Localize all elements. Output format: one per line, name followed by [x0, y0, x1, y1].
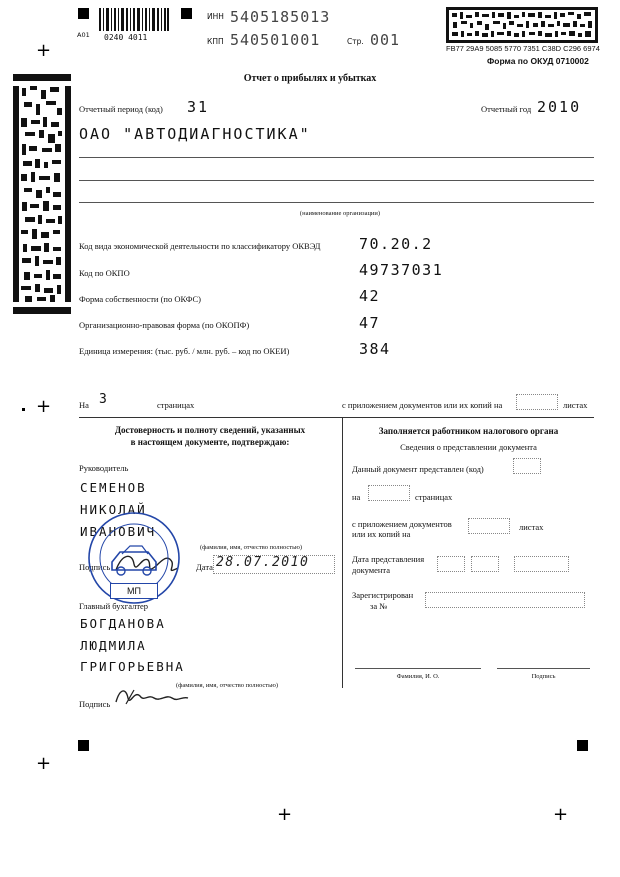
head-fio-caption: (фамилия, имя, отчество полностью): [200, 544, 303, 551]
pages-prefix: На: [79, 400, 89, 410]
form-title: Отчет о прибылях и убытках: [243, 73, 377, 84]
corner-marker: [181, 8, 192, 19]
fio-line: [355, 668, 481, 669]
registration-mark: +: [36, 40, 52, 61]
page-label: Стр.: [347, 37, 364, 46]
reg-line1: Зарегистрирован: [352, 590, 414, 600]
accountant-surname: БОГДАНОВА: [80, 616, 166, 631]
reg-line2: за №: [370, 601, 388, 611]
corner-marker: [78, 8, 89, 19]
okopf-value: 47: [359, 314, 381, 332]
okfs-value: 42: [359, 287, 381, 305]
qr-barcode: [446, 7, 598, 43]
on-label: на: [352, 492, 361, 502]
page-value: 001: [370, 31, 401, 49]
okud-form: Форма по ОКУД 0710002: [487, 56, 589, 66]
sheets-count-box[interactable]: [468, 518, 510, 534]
attach-sheets-box[interactable]: [516, 394, 558, 410]
okopf-label: Организационно-правовая форма (по ОКОПФ): [79, 320, 250, 330]
sign-line: [497, 668, 590, 669]
hash-code: FB77 29A9 5085 5770 7351 C38D C296 6974: [446, 44, 600, 53]
column-divider: [342, 418, 343, 688]
right-fio-caption: Фамилия, И. О.: [396, 673, 440, 680]
okfs-label: Форма собственности (по ОКФС): [79, 294, 202, 304]
date-label: Дата: [196, 562, 213, 572]
confirm-line: Достоверность и полноту сведений, указанных: [114, 425, 306, 435]
head-surname: СЕМЕНОВ: [80, 480, 147, 495]
period-value: 31: [187, 98, 210, 116]
pages-value: 3: [99, 392, 107, 407]
date-line2: документа: [352, 565, 391, 575]
reg-number-box[interactable]: [425, 592, 585, 608]
attach-line1: с приложением документов: [352, 519, 452, 529]
registration-mark: +: [553, 804, 569, 825]
accountant-sign-label: Подпись: [79, 699, 111, 709]
head-sign-label: Подпись: [79, 562, 111, 572]
registration-mark: +: [36, 396, 52, 417]
barcode-number: 0240 4011: [104, 33, 148, 42]
accountant-fio-caption: (фамилия, имя, отчество полностью): [176, 682, 279, 689]
kpp-label: КПП: [207, 37, 224, 46]
org-line: [79, 202, 594, 203]
accountant-signature: [112, 684, 192, 712]
tax-office-subtitle: Сведения о представлении документа: [400, 442, 537, 452]
okei-label: Единица измерения: (тыс. руб. / млн. руб. – код по ОКЕИ): [79, 346, 290, 356]
confirm-text: [79, 424, 341, 448]
tax-office-title: Заполняется работником налогового органа: [378, 426, 559, 436]
sheets-word: листах: [519, 522, 544, 532]
org-line: [79, 157, 594, 158]
okpo-label: Код по ОКПО: [79, 268, 130, 278]
okved-value: 70.20.2: [359, 235, 433, 253]
head-firstname: НИКОЛАЙ: [80, 502, 147, 517]
submit-day-box[interactable]: [437, 556, 465, 572]
submitted-label: Данный документ представлен (код): [352, 464, 484, 474]
year-label: Отчетный год: [481, 104, 532, 114]
pages-suffix: страницах: [157, 400, 195, 410]
registration-mark: +: [277, 804, 293, 825]
confirm-line: в настоящем документе, подтверждаю:: [130, 437, 290, 447]
org-line: [79, 180, 594, 181]
submit-year-box[interactable]: [514, 556, 569, 572]
attach-label: с приложением документов или их копий на: [342, 400, 503, 410]
corner-marker: [577, 740, 588, 751]
top-barcode: [99, 8, 169, 31]
accountant-firstname: ЛЮДМИЛА: [80, 638, 147, 653]
head-label: Руководитель: [79, 463, 129, 473]
dot-mark: [22, 408, 25, 411]
attach-suffix: листах: [563, 400, 588, 410]
pages-word: страницах: [415, 492, 453, 502]
inn-value: 5405185013: [230, 8, 331, 26]
head-patronymic: ИВАНОВИЧ: [80, 524, 157, 539]
org-name: ОАО "АВТОДИАГНОСТИКА": [79, 125, 311, 143]
accountant-label: Главный бухгалтер: [79, 601, 149, 611]
side-barcode: [13, 74, 71, 314]
period-label: Отчетный период (код): [79, 104, 163, 114]
submitted-code-box[interactable]: [513, 458, 541, 474]
okpo-value: 49737031: [359, 261, 444, 279]
okved-label: Код вида экономической деятельности по классификатору ОКВЭД: [79, 241, 321, 251]
registration-mark: +: [36, 753, 52, 774]
section-divider: [79, 417, 594, 418]
stamp-mp-label: МП: [110, 583, 158, 599]
corner-marker: [78, 740, 89, 751]
date-value: 28.07.2010: [216, 555, 310, 570]
year-value: 2010: [537, 98, 582, 116]
attach-line2: или их копий на: [352, 529, 411, 539]
kpp-value: 540501001: [230, 31, 321, 49]
date-line1: Дата представления: [352, 554, 425, 564]
inn-label: ИНН: [207, 12, 224, 21]
corner-code: A01: [77, 31, 90, 39]
submit-month-box[interactable]: [471, 556, 499, 572]
okei-value: 384: [359, 340, 391, 358]
right-sign-caption: Подпись: [531, 673, 556, 680]
accountant-patronymic: ГРИГОРЬЕВНА: [80, 659, 185, 674]
pages-count-box[interactable]: [368, 485, 410, 501]
org-caption: (наименование организации): [299, 210, 381, 217]
